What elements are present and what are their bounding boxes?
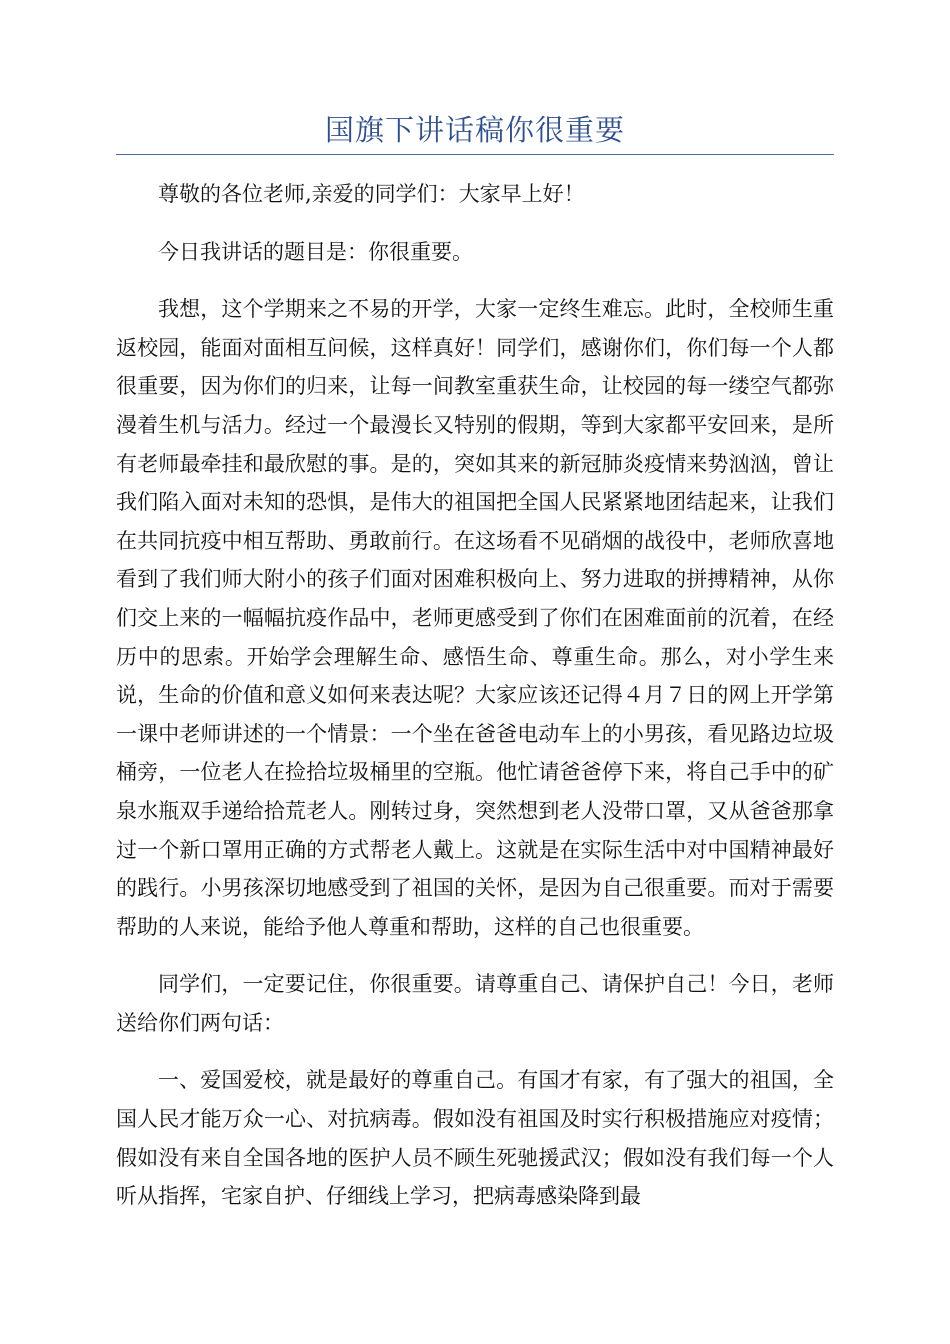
title-underline [116, 154, 834, 155]
paragraph-topic: 今日我讲话的题目是：你很重要。 [158, 239, 473, 264]
document-body [116, 175, 834, 1235]
document-title: 国旗下讲话稿你很重要 [324, 113, 625, 147]
paragraph-main: 我想，这个学期来之不易的开学，大家一定终生难忘。此时，全校师生重返校园，能面对面相互问候，这样真好！同学们，感谢你们，你们每一个人都很重要，因为你们的归来，让每一间教室重获生命，让校园的每一缕空气都弥漫着生机与活力。经过一个最漫长又特别的假期，等到大家都平安回来，是所有老师最牵挂和最欣慰的事。是的，突如其来的新冠肺炎疫情来势汹汹，曾让我们陷入面对未知的恐惧，是伟大的祖国把全国人民紧紧地团结起来，让我们在共同抗疫中相互帮助、勇敢前行。在这场看不见硝烟的战役中，老师欣喜地看到了我们师大附小的孩子们面对困难积极向上、努力进取的拼搏精神，从你们交上来的一幅幅抗疫作品中，老师更感受到了你们在困难面前的沉着，在经历中的思索。开始学会理解生命、感悟生命、尊重生命。那么，对小学生来说，生命的价值和意义如何来表达呢？大家应该还记得４月７日的网上开学第一课中老师讲述的一个情景：一个坐在爸爸电动车上的小男孩，看见路边垃圾桶旁，一位老人在捡拾垃圾桶里的空瓶。他忙请爸爸停下来，将自己手中的矿泉水瓶双手递给拾荒老人。刚转过身，突然想到老人没带口罩，又从爸爸那拿过一个新口罩用正确的方式帮老人戴上。这就是在实际生活中对中国精神最好的践行。小男孩深切地感受到了祖国的关怀，是因为自己很重要。而对于需要帮助的人来说，能给予他人尊重和帮助，这样的自己也很重要。 [116, 297, 834, 939]
paragraph-greeting: 尊敬的各位老师,亲爱的同学们：大家早上好！ [158, 182, 585, 206]
paragraph-point-one: 一、爱国爱校，就是最好的尊重自己。有国才有家，有了强大的祖国，全国人民才能万众一心、对抗病毒。假如没有祖国及时实行积极措施应对疫情；假如没有来自全国各地的医护人员不顾生死驰援武汉；假如没有我们每一个人听从指挥，宅家自护、仔细线上学习，把病毒感染降到最 [116, 1068, 834, 1209]
paragraph-reminder: 同学们，一定要记住，你很重要。请尊重自己、请保护自己！今日，老师送给你们两句话： [116, 972, 834, 1035]
